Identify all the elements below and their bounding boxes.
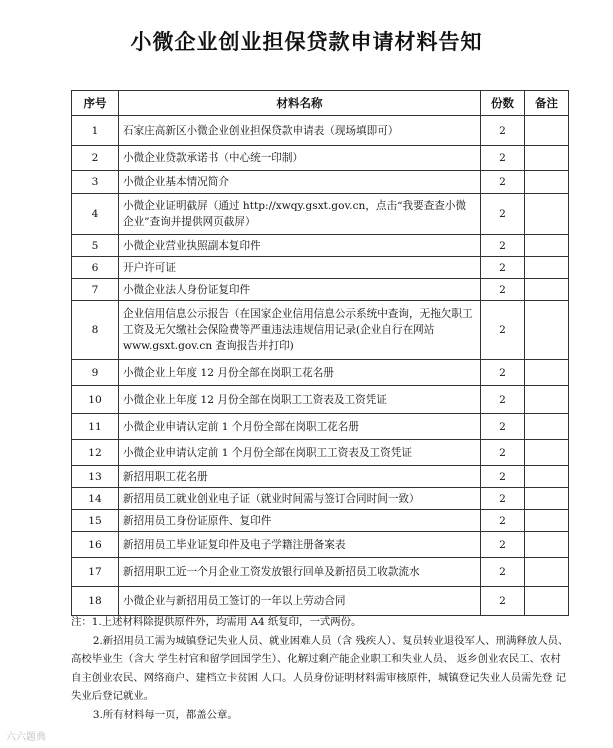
row-name: 小微企业营业执照副本复印件: [119, 235, 481, 257]
row-no: 7: [72, 279, 119, 301]
row-count: 2: [481, 171, 525, 194]
row-no: 15: [72, 510, 119, 532]
note-1: 注：1.上述材料除提供原件外，均需用 A4 纸复印，一式两份。: [71, 616, 362, 628]
row-remark: [525, 257, 569, 279]
table-row: [72, 301, 569, 360]
row-name: 石家庄高新区小微企业创业担保贷款申请表（现场填即可）: [119, 116, 481, 146]
row-no: 2: [72, 146, 119, 171]
row-no: 16: [72, 532, 119, 558]
row-count: 2: [481, 587, 525, 616]
row-name: 小微企业法人身份证复印件: [119, 279, 481, 301]
row-name: 小微企业上年度 12 月份全部在岗职工工资表及工资凭证: [119, 386, 481, 414]
row-remark: [525, 558, 569, 587]
row-count: 2: [481, 414, 525, 440]
row-name: 新招用员工就业创业电子证（就业时间需与签订合同时间一致）: [119, 488, 481, 510]
header-no: 序号: [72, 91, 119, 116]
row-no: 12: [72, 440, 119, 466]
table-row: [72, 440, 569, 466]
table-row: [72, 532, 569, 558]
row-no: 8: [72, 301, 119, 360]
materials-table: [71, 90, 569, 616]
row-remark: [525, 235, 569, 257]
row-name: 开户许可证: [119, 257, 481, 279]
row-count: 2: [481, 386, 525, 414]
row-count: 2: [481, 558, 525, 587]
row-no: 11: [72, 414, 119, 440]
row-no: 9: [72, 360, 119, 386]
row-no: 17: [72, 558, 119, 587]
header-remark: 备注: [525, 91, 569, 116]
row-no: 14: [72, 488, 119, 510]
row-remark: [525, 440, 569, 466]
table-row: [72, 386, 569, 414]
table-row: [72, 360, 569, 386]
table-row: [72, 279, 569, 301]
row-name: 小微企业申请认定前 1 个月份全部在岗职工工资表及工资凭证: [119, 440, 481, 466]
row-remark: [525, 488, 569, 510]
row-no: 6: [72, 257, 119, 279]
row-remark: [525, 171, 569, 194]
row-remark: [525, 414, 569, 440]
row-remark: [525, 360, 569, 386]
row-name: 小微企业与新招用员工签订的一年以上劳动合同: [119, 587, 481, 616]
row-name: 新招用员工身份证原件、复印件: [119, 510, 481, 532]
row-remark: [525, 301, 569, 360]
note-2: 2.新招用员工需为城镇登记失业人员、就业困难人员（含 残疾人）、复员转业退役军人、刑满释放人员、高校毕业生（含大 学生村官和留学回国学生）、化解过剩产能企业职工和失业人员、 返乡创业农民工、农村自主创业农民、网络商户、建档立卡贫困 人口。人员身份证明材料需审核原件，城镇登记失业人员需先登 记失业后登记就业。: [71, 634, 569, 703]
row-count: 2: [481, 116, 525, 146]
page-title: 小微企业创业担保贷款申请材料告知: [130, 30, 483, 54]
notes-section: [71, 613, 571, 725]
row-name: 新招用职工近一个月企业工资发放银行回单及新招员工收款流水: [119, 558, 481, 587]
table-row: [72, 510, 569, 532]
row-no: 4: [72, 194, 119, 235]
table-row: [72, 146, 569, 171]
table-row: [72, 488, 569, 510]
row-remark: [525, 386, 569, 414]
watermark: 六六题典: [6, 732, 46, 743]
row-count: 2: [481, 146, 525, 171]
row-name: 小微企业上年度 12 月份全部在岗职工花名册: [119, 360, 481, 386]
row-remark: [525, 146, 569, 171]
row-remark: [525, 466, 569, 488]
row-remark: [525, 279, 569, 301]
row-name: 小微企业贷款承诺书（中心统一印制）: [119, 146, 481, 171]
row-no: 18: [72, 587, 119, 616]
table-row: [72, 171, 569, 194]
table-row: [72, 558, 569, 587]
row-remark: [525, 194, 569, 235]
row-count: 2: [481, 510, 525, 532]
table-row: [72, 414, 569, 440]
row-count: 2: [481, 235, 525, 257]
row-count: 2: [481, 532, 525, 558]
row-count: 2: [481, 301, 525, 360]
header-name: 材料名称: [119, 91, 481, 116]
row-name: 新招用员工毕业证复印件及电子学籍注册备案表: [119, 532, 481, 558]
row-count: 2: [481, 279, 525, 301]
table-row: [72, 466, 569, 488]
row-count: 2: [481, 194, 525, 235]
row-count: 2: [481, 488, 525, 510]
table-row: [72, 257, 569, 279]
header-count: 份数: [481, 91, 525, 116]
table-row: [72, 194, 569, 235]
row-name: 小微企业证明截屏（通过 http://xwqy.gsxt.gov.cn，点击“我要查查小微企业”查询并提供网页截屏）: [119, 194, 481, 235]
table-header-row: [72, 91, 569, 116]
row-count: 2: [481, 360, 525, 386]
row-no: 13: [72, 466, 119, 488]
row-remark: [525, 116, 569, 146]
row-no: 3: [72, 171, 119, 194]
note-3: 3.所有材料每一页，都盖公章。: [92, 708, 238, 721]
row-remark: [525, 510, 569, 532]
row-count: 2: [481, 440, 525, 466]
row-remark: [525, 587, 569, 616]
table-row: [72, 587, 569, 616]
row-remark: [525, 532, 569, 558]
row-name: 企业信用信息公示报告（在国家企业信用信息公示系统中查询，无拖欠职工工资及无欠缴社会保险费等严重违法违规信用记录(企业自行在网站 www.gsxt.gov.cn 查询报告并打印): [119, 301, 481, 360]
row-name: 小微企业申请认定前 1 个月份全部在岗职工花名册: [119, 414, 481, 440]
row-count: 2: [481, 466, 525, 488]
table-row: [72, 116, 569, 146]
row-count: 2: [481, 257, 525, 279]
row-no: 5: [72, 235, 119, 257]
row-name: 新招用职工花名册: [119, 466, 481, 488]
row-name: 小微企业基本情况简介: [119, 171, 481, 194]
row-no: 1: [72, 116, 119, 146]
table-row: [72, 235, 569, 257]
row-no: 10: [72, 386, 119, 414]
